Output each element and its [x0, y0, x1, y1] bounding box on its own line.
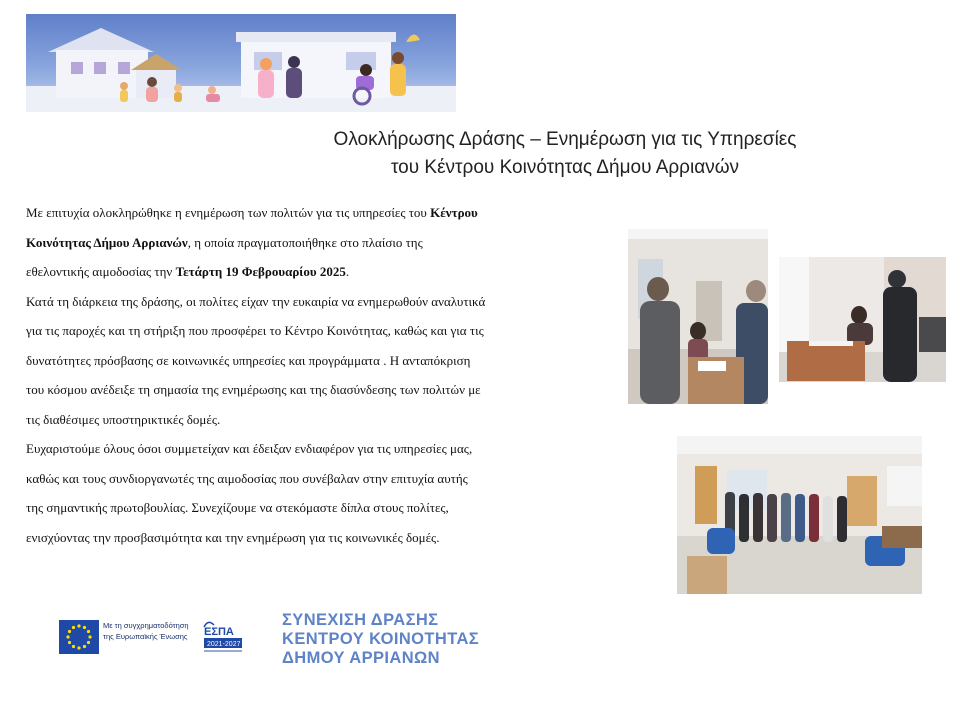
title-line-2: του Κέντρου Κοινότητας Δήμου Αρριανών	[390, 157, 740, 178]
paragraph-line: για τις παροχές και τη στήριξη που προσφέρει το Κέντρο Κοινότητας, καθώς και για τις	[26, 323, 484, 338]
body-bold-text: Κοινότητας Δήμου Αρριανών	[26, 234, 188, 250]
program-line: ΔΗΜΟΥ ΑΡΡΙΑΝΩΝ	[282, 649, 440, 667]
header-banner-illustration	[26, 14, 456, 112]
page-title	[270, 126, 860, 182]
program-line: ΣΥΝΕΧΙΣΗ ΔΡΑΣΗΣ	[282, 611, 439, 629]
event-photo-2	[779, 257, 946, 382]
paragraph-line	[26, 198, 606, 228]
paragraph-line	[26, 257, 606, 287]
eu-cofunding-text	[103, 620, 201, 642]
eu-text-line: Με τη συγχρηματοδότηση	[103, 621, 189, 630]
program-title	[282, 611, 479, 668]
event-photo-1	[628, 229, 768, 404]
event-photo-3	[677, 436, 922, 594]
paragraph-line: καθώς και τους συνδιοργανωτές της αιμοδοσίας που συνέβαλαν στην επιτυχία αυτής	[26, 470, 468, 486]
espa-name: ΕΣΠΑ	[204, 626, 234, 638]
body-text: Με επιτυχία ολοκληρώθηκε η ενημέρωση των πολιτών για τις υπηρεσίες του	[26, 205, 431, 220]
body-text: , η οποία πραγματοποιήθηκε στο πλαίσιο της	[187, 234, 423, 250]
article-body	[26, 198, 606, 552]
program-line: ΚΕΝΤΡΟΥ ΚΟΙΝΟΤΗΤΑΣ	[282, 630, 480, 648]
title-line-1: Ολοκλήρωσης Δράσης – Ενημέρωση για τις Υπηρεσίες	[333, 129, 797, 150]
paragraph-line: του κόσμου ανέδειξε τη σημασία της ενημέρωσης και της διασύνδεσης των πολιτών με	[26, 382, 481, 397]
espa-years: 2021-2027	[207, 641, 241, 648]
paragraph-line: ενισχύοντας την προσβασιμότητα και την ενημέρωση για τις κοινωνικές δομές.	[26, 529, 440, 545]
paragraph-line: της σημαντικής πρωτοβουλίας. Συνεχίζουμε να στεκόμαστε δίπλα στους πολίτες,	[26, 500, 449, 515]
espa-logo	[202, 619, 246, 655]
paragraph-line: δυνατότητες πρόσβασης σε κοινωνικές υπηρεσίες και προγράμματα . Η ανταπόκριση	[26, 352, 471, 368]
paragraph-line: Ευχαριστούμε όλους όσοι συμμετείχαν και έδειξαν ενδιαφέρον για τις υπηρεσίες μας,	[26, 441, 473, 456]
paragraph-line: Κατά τη διάρκεια της δράσης, οι πολίτες είχαν την ευκαιρία να ενημερωθούν αναλυτικά	[26, 293, 486, 309]
body-bold-text: Κέντρου	[430, 205, 478, 220]
eu-flag-logo	[59, 620, 99, 654]
event-date: Τετάρτη 19 Φεβρουαρίου 2025	[175, 264, 346, 279]
paragraph-line: τις διαθέσιμες υποστηρικτικές δομές.	[26, 411, 221, 427]
eu-text-line: της Ευρωπαϊκής Ένωσης	[103, 632, 188, 641]
body-text: εθελοντικής αιμοδοσίας την	[26, 264, 176, 279]
paragraph-line	[26, 228, 606, 258]
body-text: .	[345, 264, 350, 279]
